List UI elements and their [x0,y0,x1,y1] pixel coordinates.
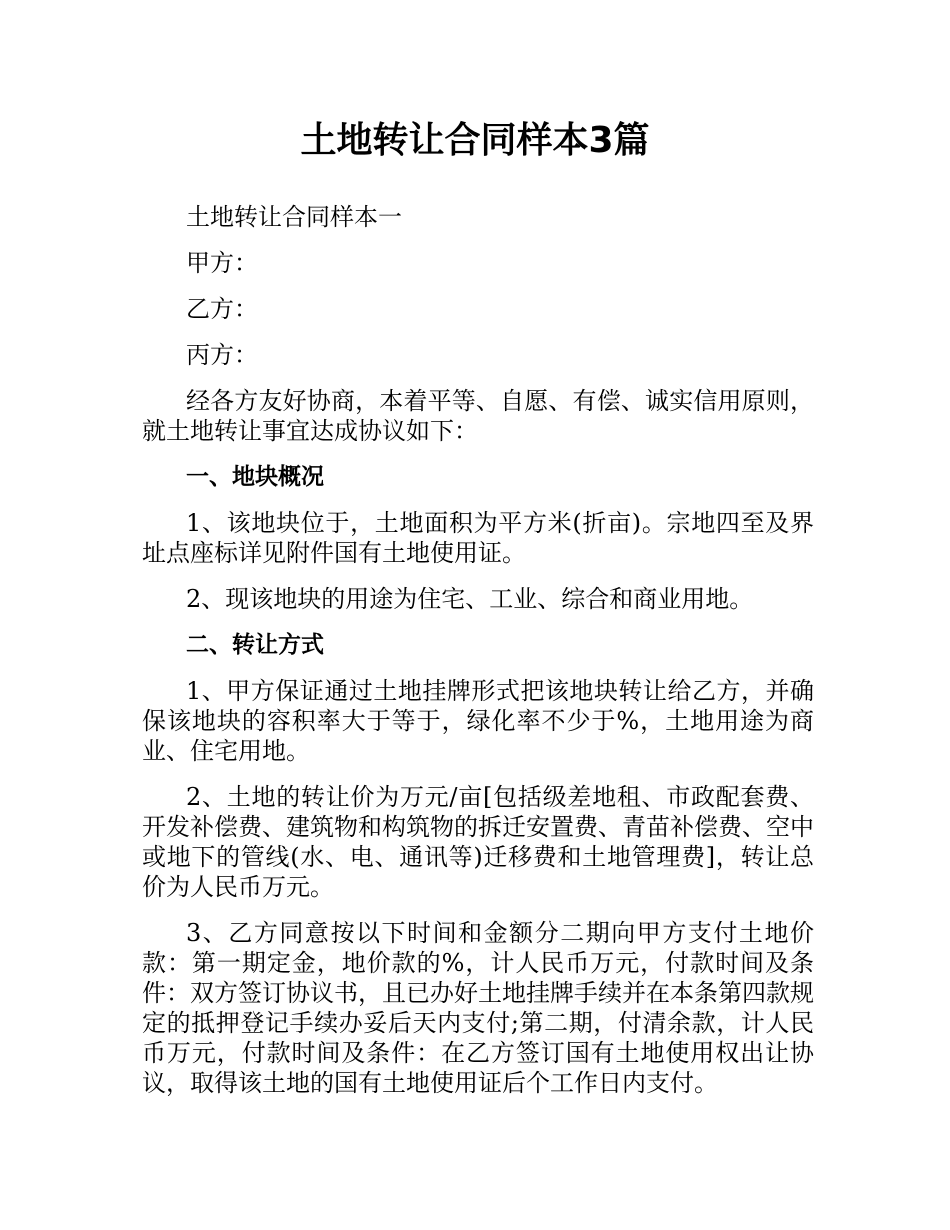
land-location-paragraph: 1、该地块位于，土地面积为平方米(折亩)。宗地四至及界址点座标详见附件国有土地使用证。 [142,509,814,567]
party-c-line: 丙方： [186,341,258,369]
payment-terms-paragraph: 3、乙方同意按以下时间和金额分二期向甲方支付土地价款：第一期定金，地价款的%，计人民币万元，付款时间及条件：双方签订协议书，且已办好土地挂牌手续并在本条第四款规定的抵押登记手续办妥后天内支付;第二期，付清余款，计人民币万元，付款时间及条件：在乙方签订国有土地使用权出让协议，取得该土地的国有土地使用证后个工作日内支付。 [142,919,814,1097]
document-subtitle: 土地转让合同样本一 [186,203,402,231]
document-title: 土地转让合同样本3篇 [300,120,650,161]
transfer-price-paragraph: 2、土地的转让价为万元/亩[包括级差地租、市政配套费、开发补偿费、建筑物和构筑物的拆迁安置费、青苗补偿费、空中或地下的管线(水、电、通讯等)迁移费和土地管理费]，转让总价为人民币万元。 [142,783,814,901]
document-body [142,202,814,1114]
party-a-line: 甲方： [186,249,258,277]
land-usage-paragraph: 2、现该地块的用途为住宅、工业、综合和商业用地。 [186,585,754,613]
section-heading-land-overview: 一、地块概况 [186,464,324,490]
transfer-guarantee-paragraph: 1、甲方保证通过土地挂牌形式把该地块转让给乙方，并确保该地块的容积率大于等于，绿化率不少于%，土地用途为商业、住宅用地。 [142,677,814,765]
party-b-line: 乙方： [186,295,258,323]
section-heading-transfer-method: 二、转让方式 [186,632,324,658]
intro-paragraph: 经各方友好协商，本着平等、自愿、有偿、诚实信用原则，就土地转让事宜达成协议如下： [142,387,814,445]
